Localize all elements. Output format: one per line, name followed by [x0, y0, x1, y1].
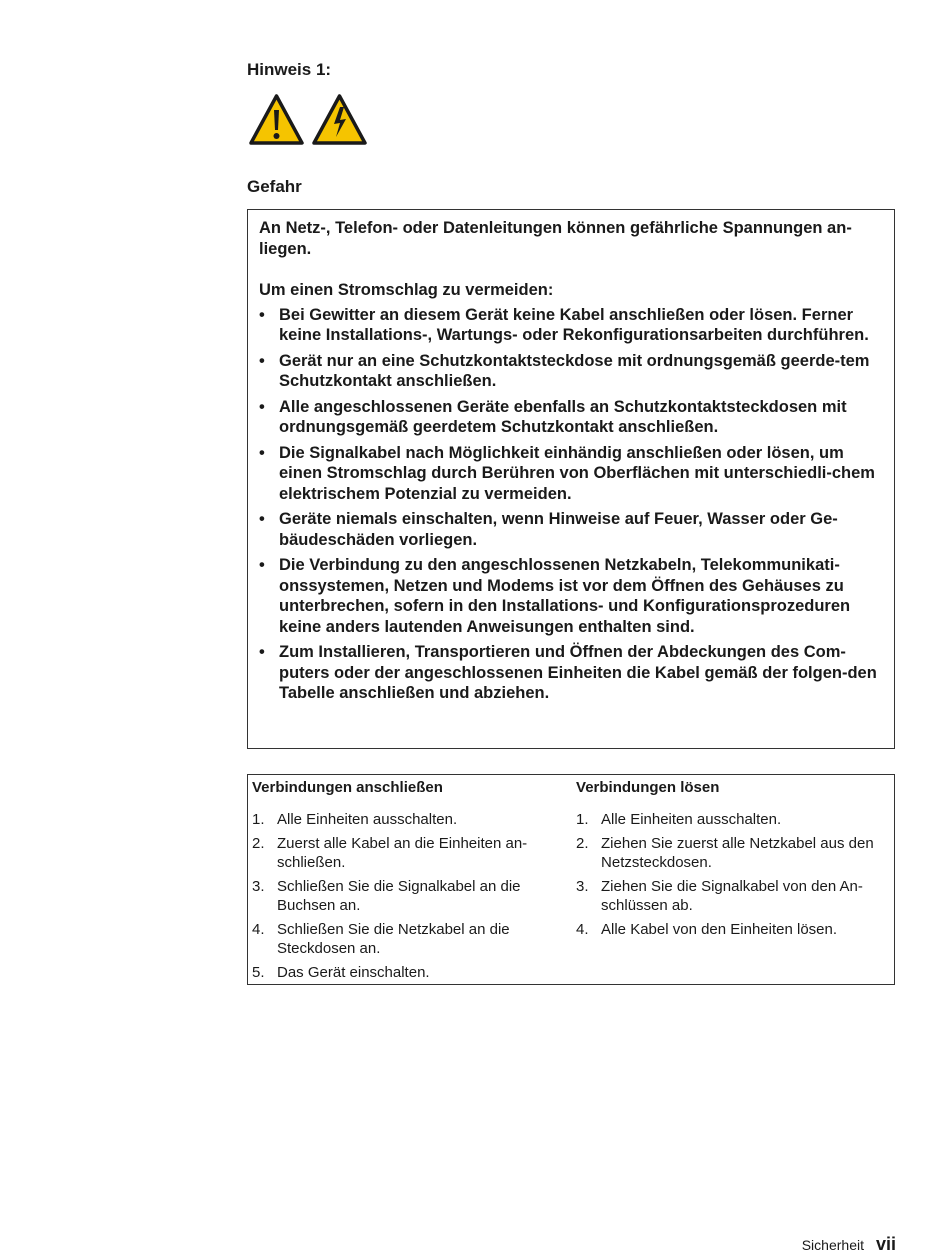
page-footer: [802, 1234, 896, 1255]
bullet-icon: •: [259, 510, 265, 528]
list-item: [252, 810, 562, 829]
disconnect-column: [576, 778, 890, 981]
bullet-text: Die Verbindung zu den angeschlossenen Netzkabeln, Telekommunikati-onssystemen, Netzen und Modems ist vor dem Öffnen des Gehäuses zu unterbrechen, sofern in den Installations- und Konfigurationsprozeduren keine anders lautenden Anweisungen enthalten sind.: [279, 556, 851, 636]
step-text: Alle Einheiten ausschalten.: [601, 811, 782, 828]
disconnect-column-header: Verbindungen lösen: [576, 779, 720, 796]
page-number: vii: [875, 1234, 896, 1254]
hazard-icons: [248, 93, 368, 146]
step-text: Alle Kabel von den Einheiten lösen.: [601, 921, 838, 938]
bullet-icon: •: [259, 351, 265, 370]
bullet-text: Zum Installieren, Transportieren und Öffnen der Abdeckungen des Com-puters oder der angeschlossenen Einheiten die Kabel gemäß der folgen-den Tabelle anschließen und abziehen.: [279, 643, 877, 702]
connect-column: [252, 778, 576, 981]
step-number: 1.: [252, 811, 265, 828]
step-number: 4.: [252, 921, 265, 938]
step-number: 5.: [252, 964, 265, 981]
list-item: [576, 834, 890, 872]
note-heading: Hinweis 1:: [247, 60, 332, 79]
list-item: [259, 397, 883, 438]
electrical-hazard-icon: [311, 93, 368, 146]
connection-table: [247, 774, 895, 985]
step-text: Schließen Sie die Signalkabel an die Buchsen an.: [277, 878, 521, 914]
step-text: Das Gerät einschalten.: [277, 964, 430, 981]
bullet-text: Die Signalkabel nach Möglichkeit einhändig anschließen oder lösen, um einen Stromschlag durch Berühren von Oberflächen mit unterschiedli-chem elektrischem Potenzial zu vermeiden.: [279, 443, 875, 503]
step-text: Ziehen Sie die Signalkabel von den An-schlüssen ab.: [601, 878, 863, 914]
list-item: [259, 305, 883, 346]
bullet-icon: •: [259, 443, 265, 462]
bullet-icon: •: [259, 643, 265, 661]
step-number: 1.: [576, 811, 589, 828]
list-item: [259, 642, 883, 704]
list-item: [252, 920, 562, 958]
bullet-icon: •: [259, 556, 265, 574]
danger-notice-box: [247, 209, 895, 749]
step-number: 2.: [576, 835, 589, 852]
step-number: 3.: [576, 878, 589, 895]
list-item: [259, 443, 883, 505]
list-item: [576, 877, 890, 915]
connect-steps: [252, 810, 562, 982]
danger-heading: Gefahr: [247, 177, 302, 196]
danger-lead: Um einen Stromschlag zu vermeiden:: [259, 281, 554, 299]
bullet-text: Geräte niemals einschalten, wenn Hinweise auf Feuer, Wasser oder Ge-bäudeschäden vorliegen.: [279, 510, 838, 549]
footer-section-title: Sicherheit: [801, 1237, 864, 1253]
step-number: 2.: [252, 835, 265, 852]
disconnect-steps: [576, 810, 890, 939]
bullet-text: Gerät nur an eine Schutzkontaktsteckdose mit ordnungsgemäß geerde-tem Schutzkontakt anschließen.: [279, 351, 870, 390]
list-item: [252, 963, 562, 982]
step-text: Ziehen Sie zuerst alle Netzkabel aus den Netzsteckdosen.: [601, 835, 874, 871]
step-text: Alle Einheiten ausschalten.: [277, 811, 458, 828]
step-text: Zuerst alle Kabel an die Einheiten an-schließen.: [277, 835, 528, 871]
list-item: [259, 351, 883, 392]
list-item: [576, 810, 890, 829]
connect-column-header: Verbindungen anschließen: [252, 779, 443, 796]
bullet-text: Alle angeschlossenen Geräte ebenfalls an Schutzkontaktsteckdosen mit ordnungsgemäß geerdetem Schutzkontakt anschließen.: [279, 397, 847, 436]
list-item: [252, 834, 562, 872]
list-item: [259, 555, 883, 637]
caution-exclamation-icon: [248, 93, 305, 146]
danger-intro: An Netz-, Telefon- oder Datenleitungen können gefährliche Spannungen an-liegen.: [259, 219, 852, 258]
step-number: 4.: [576, 921, 589, 938]
list-item: [252, 877, 562, 915]
bullet-icon: •: [259, 397, 265, 416]
list-item: [576, 920, 890, 939]
danger-bullet-list: [259, 305, 883, 704]
bullet-icon: •: [259, 305, 265, 324]
bullet-text: Bei Gewitter an diesem Gerät keine Kabel anschließen oder lösen. Ferner keine Installations-, Wartungs- oder Rekonfigurationsarbeiten durchführen.: [279, 305, 869, 344]
list-item: [259, 509, 883, 550]
step-text: Schließen Sie die Netzkabel an die Steckdosen an.: [277, 921, 510, 957]
step-number: 3.: [252, 878, 265, 895]
